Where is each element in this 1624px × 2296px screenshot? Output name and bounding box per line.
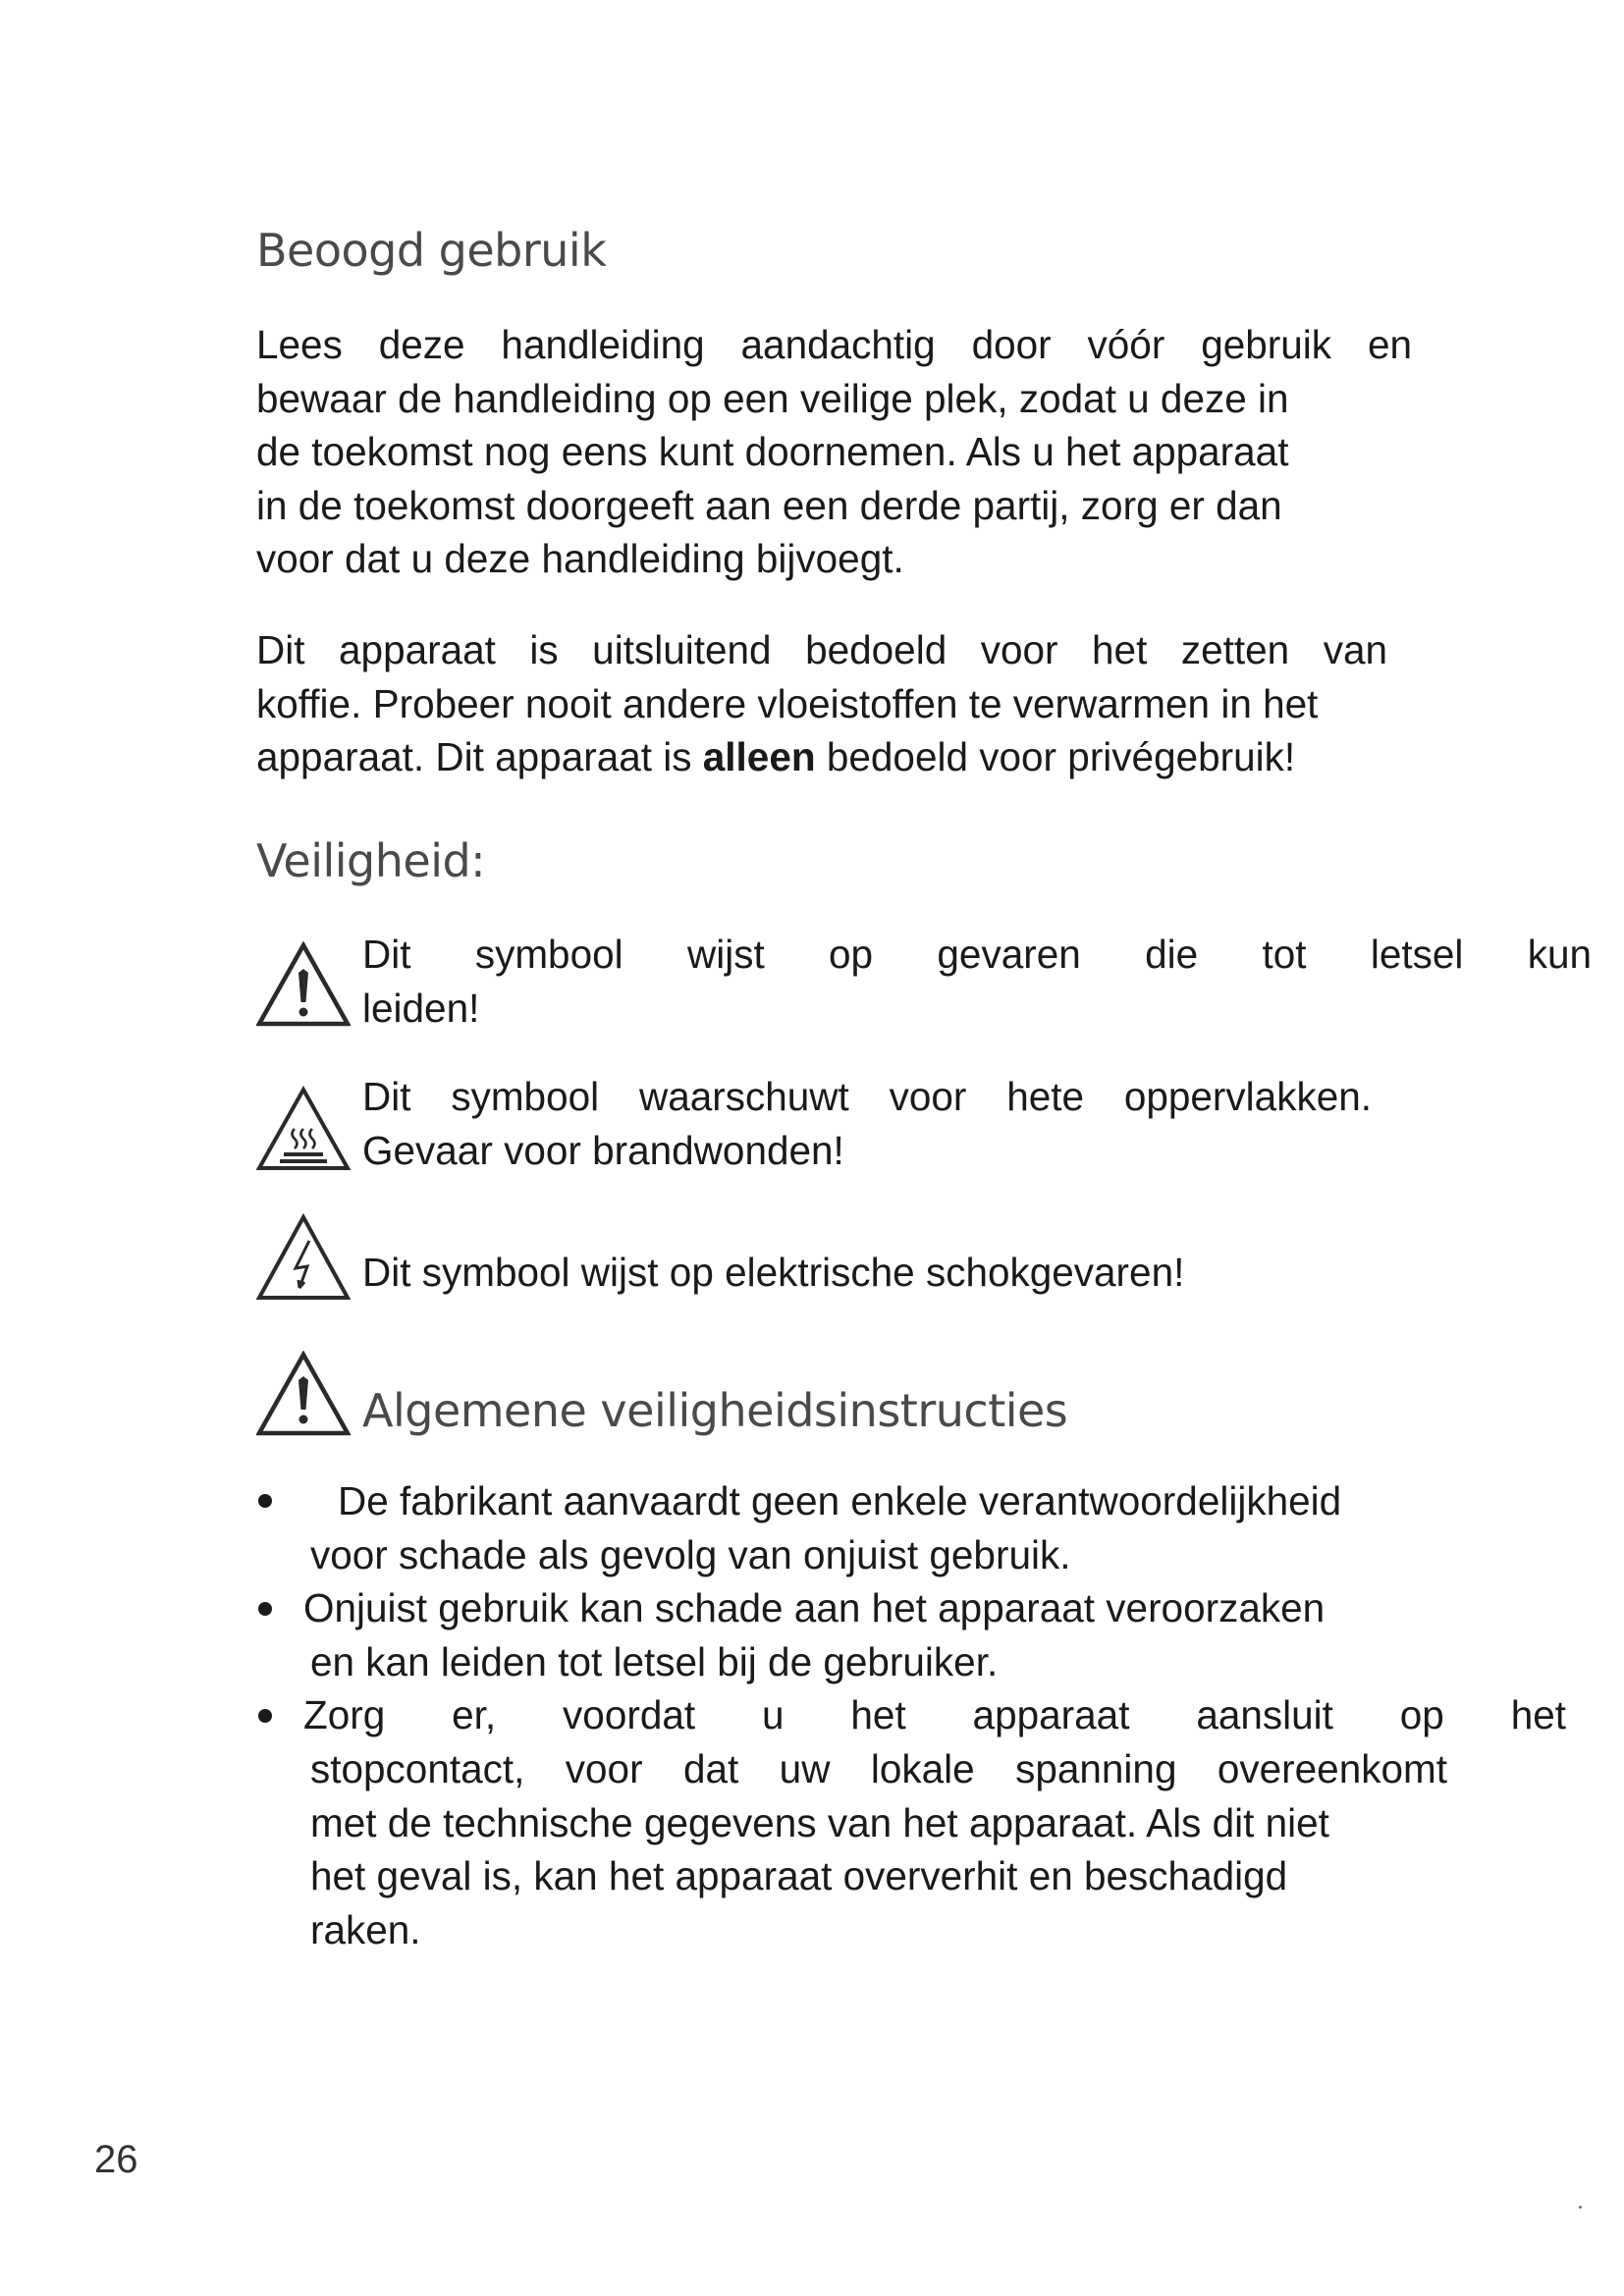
bullet-item-2-line: en kan leiden tot letsel bij de gebruiker.	[310, 1639, 999, 1684]
bullet-item-3-line: het geval is, kan het apparaat oververhit en beschadigd	[310, 1853, 1288, 1898]
bullet-dot	[258, 1709, 272, 1723]
paragraph-text: bedoeld voor privégebruik!	[815, 734, 1296, 780]
bullet-line: Zorg er, voordat u het apparaat aansluit op het	[303, 1692, 1566, 1737]
symbol-row-electric-shock	[256, 1213, 1624, 1331]
bullet-item-3-line	[310, 1742, 1447, 1796]
paragraph-line: bewaar de handleiding op een veilige plek, zodat u deze in	[256, 375, 1289, 421]
hot-surface-icon	[256, 1086, 351, 1172]
bullet-item-1-first-line: De fabrikant aanvaardt geen enkele verantwoordelijkheid	[338, 1478, 1342, 1523]
page-number: 26	[94, 2138, 138, 2181]
bullet-item-3-line: met de technische gegevens van het apparaat. Als dit niet	[310, 1800, 1329, 1845]
electric-shock-icon	[256, 1213, 351, 1302]
paragraph-line: de toekomst nog eens kunt doornemen. Als u het apparaat	[256, 429, 1289, 475]
symbol-line: Dit symbool wijst op gevaren die tot letsel kun	[362, 932, 1592, 977]
intended-use-paragraph-2	[256, 623, 1415, 784]
bullet-line: stopcontact, voor dat uw lokale spanning overeenkomt	[310, 1746, 1447, 1791]
paragraph-line-with-emphasis	[256, 730, 1415, 784]
symbol-line: Gevaar voor brandwonden!	[362, 1127, 844, 1173]
symbol-description	[362, 928, 1592, 1035]
intended-use-paragraph-1	[256, 318, 1415, 586]
paragraph-line: Lees deze handleiding aandachtig door vóór gebruik en	[256, 322, 1412, 367]
intended-use-heading: Beoogd gebruik	[256, 224, 607, 277]
bullet-dot	[258, 1602, 272, 1616]
bullet-item-2-first-line: Onjuist gebruik kan schade aan het apparaat veroorzaken	[303, 1585, 1326, 1630]
symbol-line: leiden!	[362, 985, 480, 1031]
symbol-row-hot-surface	[256, 1070, 1624, 1188]
symbol-line: Dit symbool wijst op elektrische schokgevaren!	[362, 1250, 1185, 1295]
symbol-description	[362, 1070, 1372, 1177]
paragraph-text: apparaat. Dit apparaat is	[256, 734, 703, 780]
bullet-dot	[258, 1494, 272, 1508]
symbol-row-general-hazard	[256, 928, 1624, 1045]
paragraph-line: Dit apparaat is uitsluitend bedoeld voor het zetten van	[256, 627, 1387, 672]
safety-heading: Veiligheid:	[256, 834, 486, 887]
scan-speck	[1579, 2206, 1582, 2209]
bullet-item-1-line: voor schade als gevolg van onjuist gebruik.	[310, 1532, 1071, 1577]
bullet-item-3-line: raken.	[310, 1907, 421, 1952]
paragraph-line: voor dat u deze handleiding bijvoegt.	[256, 536, 904, 582]
paragraph-line: in de toekomst doorgeeft aan een derde partij, zorg er dan	[256, 482, 1282, 528]
symbol-description	[362, 1246, 1184, 1300]
general-safety-heading-row	[256, 1351, 1624, 1468]
warning-exclamation-icon	[256, 941, 351, 1028]
warning-exclamation-icon	[256, 1351, 351, 1437]
emphasis-alleen: alleen	[702, 734, 816, 780]
symbol-line: Dit symbool waarschuwt voor hete oppervlakken.	[362, 1074, 1372, 1119]
general-safety-heading: Algemene veiligheidsinstructies	[362, 1384, 1068, 1437]
paragraph-line: koffie. Probeer nooit andere vloeistoffen te verwarmen in het	[256, 680, 1319, 726]
bullet-item-3-first-line	[303, 1688, 1566, 1742]
